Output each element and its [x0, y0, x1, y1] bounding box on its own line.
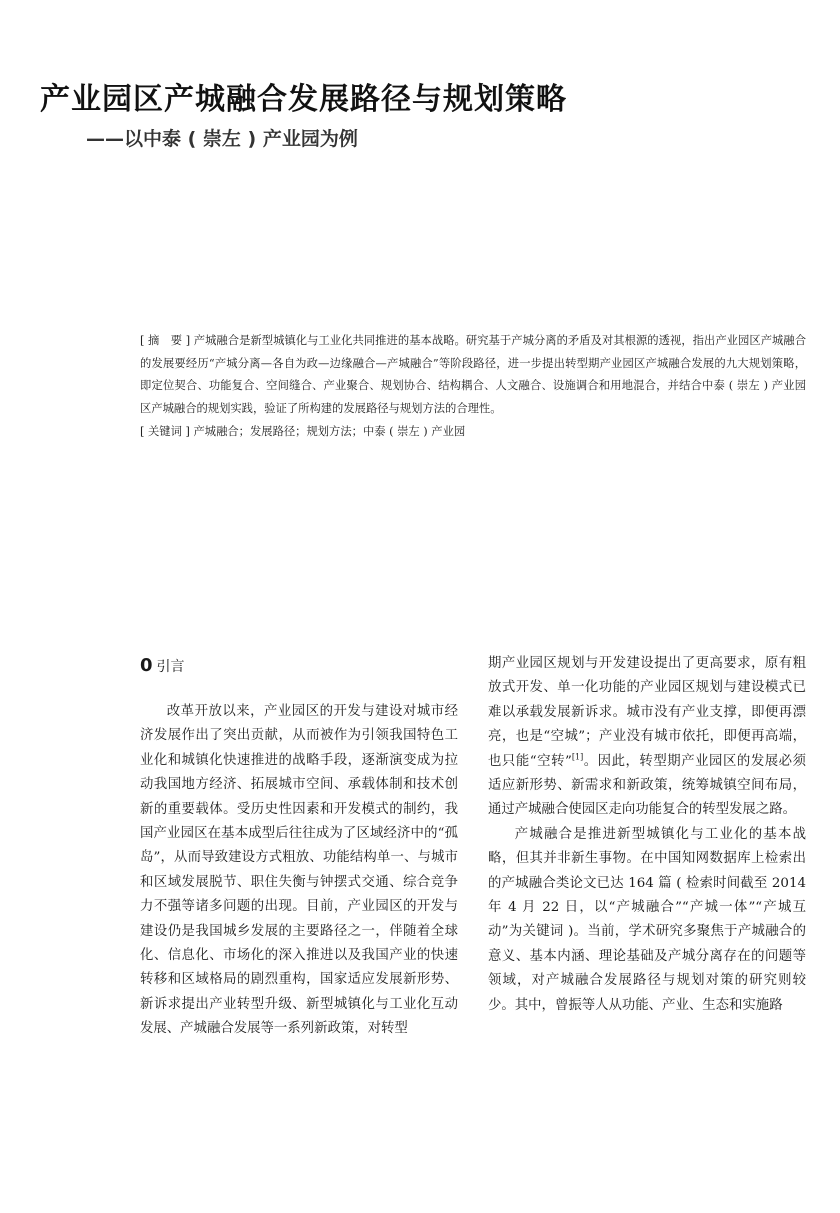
article-title: 产业园区产城融合发展路径与规划策略 [40, 82, 567, 117]
body-paragraph-continued [488, 652, 806, 823]
section-title: 引言 [156, 659, 185, 675]
abstract-text: 产城融合是新型城镇化与工业化共同推进的基本战略。研究基于产城分离的矛盾及对其根源的透视，指出产业园区产城融合的发展要经历“产城分离—各自为政—边缘融合—产城融合”等阶段路径，进一步提出转型期产业园区产城融合发展的九大规划策略，即定位契合、功能复合、空间缝合、产业聚合、规划协合、结构耦合、人文融合、设施调合和用地混合，并结合中泰 ( 崇左 ) 产业园区产城融合的规划实践，验证了所构建的发展路径与规划方法的合理性。 [140, 334, 807, 416]
article-subtitle: ——以中泰 ( 崇左 ) 产业园为例 [86, 128, 358, 150]
abstract-label: [ 摘 要 ] [140, 334, 191, 347]
section-heading-introduction [140, 655, 185, 676]
abstract-paragraph [140, 330, 806, 421]
keywords-paragraph [140, 421, 806, 444]
citation-ref[interactable]: [1] [571, 752, 584, 762]
body-column-right [488, 652, 806, 1018]
keywords-label: [ 关键词 ] [140, 424, 190, 438]
body-paragraph: 改革开放以来，产业园区的开发与建设对城市经济发展作出了突出贡献，从而被作为引领我国特色工业化和城镇化快速推进的战略手段，逐渐演变成为拉动我国地方经济、拓展城市空间、承载体制和技术创新的重要载体。受历史性因素和开发模式的制约，我国产业园区在基本成型后往往成为了区域经济中的“孤岛”，从而导致建设方式粗放、功能结构单一、与城市和区域发展脱节、职住失衡与钟摆式交通、综合竞争力不强等诸多问题的出现。目前，产业园区的开发与建设仍是我国城乡发展的主要路径之一，伴随着全球化、信息化、市场化的深入推进以及我国产业的快速转移和区域格局的剧烈重构，国家适应发展新形势、新诉求提出产业转型升级、新型城镇化与工业化互动发展、产城融合发展等一系列新政策，对转型 [140, 704, 458, 1037]
keywords-text: 产城融合；发展路径；规划方法；中泰 ( 崇左 ) 产业园 [193, 424, 466, 438]
body-text: 。因此，转型期产业园区的发展必须适应新形势、新需求和新政策，统筹城镇空间布局，通过产城融合使园区走向功能复合的转型发展之路。 [488, 753, 806, 818]
body-paragraph: 产城融合是推进新型城镇化与工业化的基本战略，但其并非新生事物。在中国知网数据库上检索出的产城融合类论文已达 164 篇 ( 检索时间截至 2014 年 4 月 22 日，以“产城融合”“产城一体”“产城互动”为关键词 )。当前，学术研究多聚焦于产城融合的意义、基本内涵、理论基础及产城分离存在的问题等领域，对产城融合发展路径与规划对策的研究则较少。其中，曾振等人从功能、产业、生态和实施路 [488, 826, 806, 1013]
body-column-left [140, 700, 458, 1042]
abstract-section [140, 330, 806, 444]
body-text: 期产业园区规划与开发建设提出了更高要求，原有粗放式开发、单一化功能的产业园区规划与建设模式已难以承载发展新诉求。城市没有产业支撑，即便再漂亮，也是“空城”；产业没有城市依托，即便再高端，也只能“空转” [488, 656, 806, 769]
section-number: 0 [140, 655, 153, 676]
